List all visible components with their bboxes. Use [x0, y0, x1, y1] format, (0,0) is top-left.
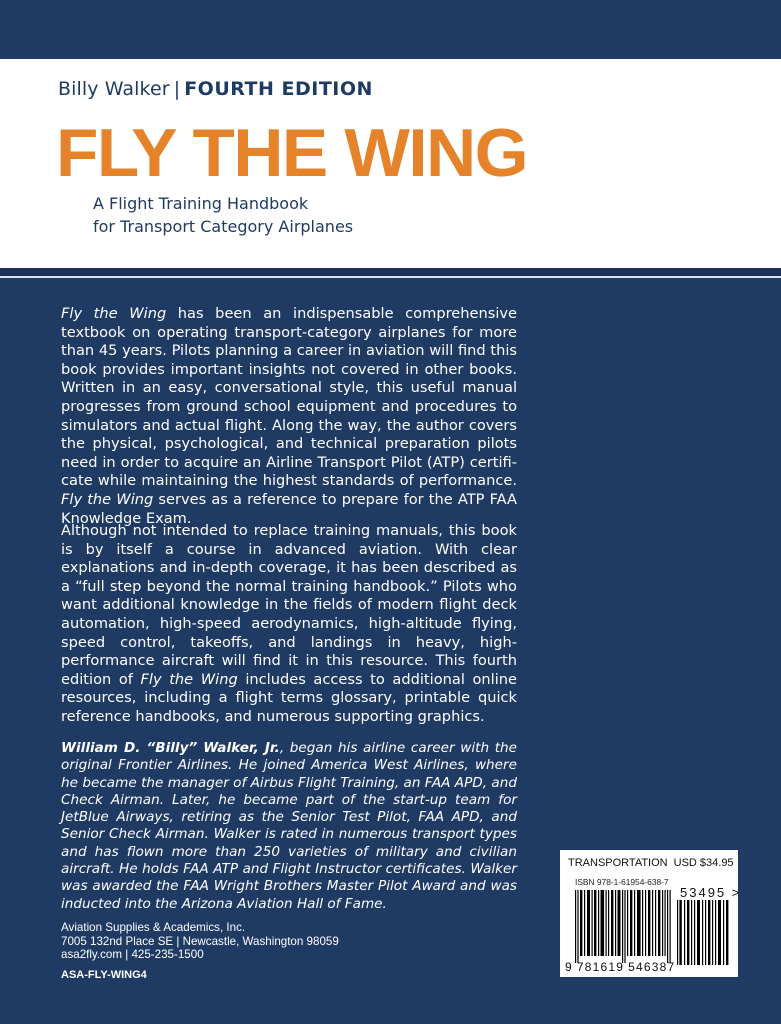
author-name: Billy Walker	[58, 78, 170, 100]
book-subtitle	[93, 192, 353, 238]
paragraph-text: includes access to additional online resources, including a flight terms glossary, printable quick reference handbooks, and numerous supporting graphics.	[61, 670, 517, 725]
category: TRANSPORTATION	[568, 857, 668, 869]
byline-separator: |	[173, 78, 181, 100]
subtitle-line-2: for Transport Category Airplanes	[93, 217, 354, 236]
product-code: ASA-FLY-WING4	[61, 969, 147, 981]
isbn: ISBN 978-1-61954-638-7	[575, 877, 669, 887]
barcode-digits-right: 546387	[628, 960, 676, 974]
publisher-contact: asa2fly.com | 425-235-1500	[61, 948, 204, 961]
description-paragraph-2	[61, 522, 517, 727]
paragraph-text: Although not intended to replace training manuals, this book is by itself a course in advanced aviation. With clear explanations and in-depth coverage, it has been described as a “full step beyond the normal training handbook.” Pilots who want additional knowledge in the fields of modern flight deck automation, high-speed aerodynamics, high-altitude flying, speed control, takeoffs, and landings in heavy, high-performance aircraft will find it in this resource. This fourth edition of	[61, 522, 517, 688]
description-paragraph-1	[61, 305, 517, 528]
barcode-digits-left: 781619	[576, 960, 625, 974]
edition-label: FOURTH EDITION	[184, 78, 373, 100]
publisher-name: Aviation Supplies & Academics, Inc.	[61, 921, 246, 934]
paragraph-text: has been an indispensable comprehensive textbook on operating transport-category airplanes for more than 45 years. Pilots planning a career in aviation will find this book provides important insights not covered in other books. Written in an easy, conversational style, this useful manual progresses from ground school equipment and procedures to simulators and actual flight. Along the way, the author covers the physical, psychological, and technical preparation pilots need in order to acquire an Airline Transport Pilot (ATP) certificate while maintaining the highest standards of performance.	[61, 305, 518, 490]
top-navy-band	[0, 0, 781, 59]
publisher-address: 7005 132nd Place SE | Newcastle, Washington 98059	[61, 934, 339, 948]
divider-stripe-dark	[0, 268, 781, 276]
byline	[58, 78, 373, 100]
category-price	[568, 857, 734, 869]
barcode-label	[560, 850, 742, 977]
book-title: FLY THE WING	[56, 115, 528, 191]
addon-barcode-icon	[677, 900, 729, 965]
barcode-digits	[565, 960, 675, 974]
author-full-name: William D. “Billy” Walker, Jr.	[61, 740, 280, 756]
publisher-info	[61, 921, 339, 962]
paragraph-text: serves as a reference to prepare for the ATP FAA Knowledge Exam.	[61, 490, 517, 527]
title-reference: Fly the Wing	[140, 670, 238, 688]
price: USD $34.95	[673, 857, 734, 869]
title-reference: Fly the Wing	[61, 305, 167, 322]
subtitle-line-1: A Flight Training Handbook	[93, 194, 309, 213]
ean13-barcode-icon	[575, 890, 671, 963]
author-bio	[61, 740, 517, 913]
addon-code: 53495 >	[680, 885, 742, 900]
barcode-digit-prefix: 9	[565, 960, 573, 974]
bio-text: , began his airline career with the original Frontier Airlines. He joined America West Airlines, where he became the manager of Airbus Flight Training, an FAA APD, and Check Airman. Later, he became part of the start-up team for JetBlue Airways, retiring as the Senior Test Pilot, FAA APD, and Senior Check Airman. Walker is rated in numerous transport types and has flown more than 250 varieties of military and civilian aircraft. He holds FAA ATP and Flight Instructor certificates. Walker was awarded the FAA Wright Brothers Master Pilot Award and was inducted into the Arizona Aviation Hall of Fame.	[61, 740, 517, 912]
title-reference: Fly the Wing	[61, 490, 154, 508]
divider-stripe-light	[0, 276, 781, 278]
